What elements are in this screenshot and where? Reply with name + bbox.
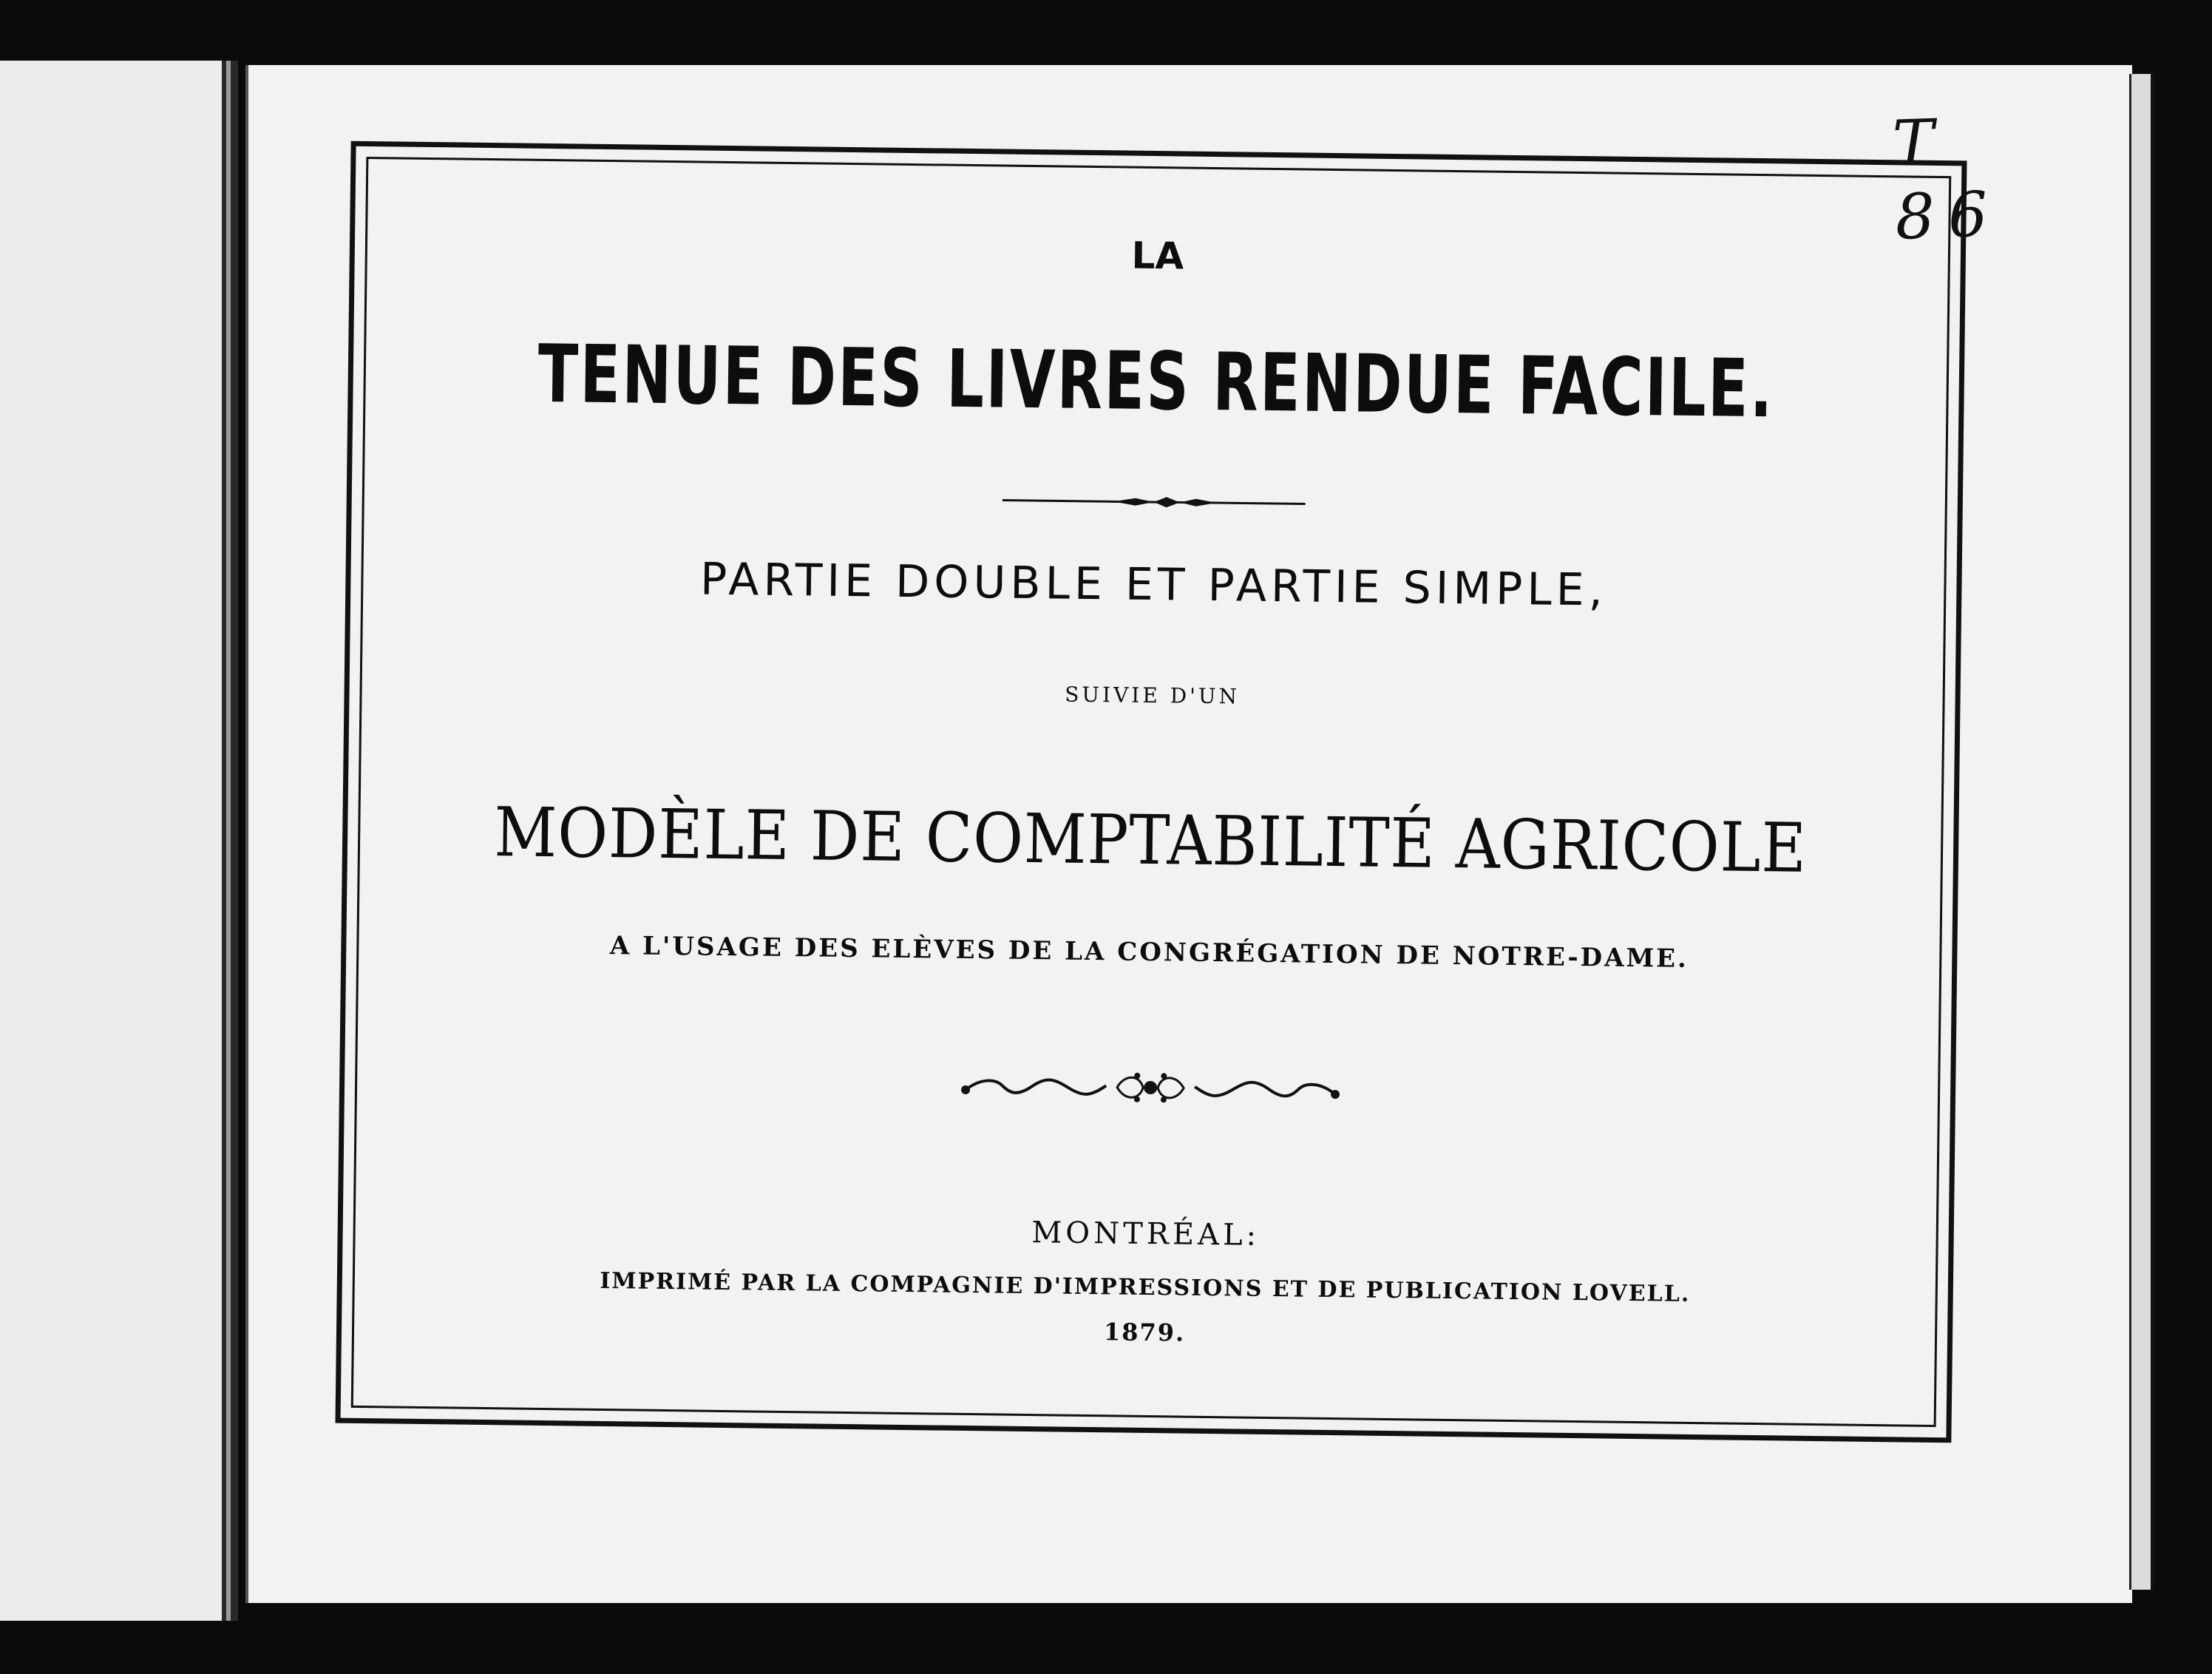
usage-line: A L'USAGE DES ELÈVES DE LA CONGRÉGATION DE NOTRE-DAME. [609, 931, 1689, 974]
book-title: TENUE DES LIVRES RENDUE FACILE. [537, 328, 1775, 436]
imprint-city: MONTRÉAL: [1031, 1216, 1261, 1253]
imprint-printer: IMPRIMÉ PAR LA COMPAGNIE D'IMPRESSIONS ET DE PUBLICATION LOVELL. [600, 1267, 1691, 1307]
title-article: LA [1131, 234, 1184, 278]
left-facing-page [0, 61, 238, 1621]
ornament-icon [958, 1063, 1343, 1112]
page-edge [2129, 74, 2154, 1590]
section-heading: MODÈLE DE COMPTABILITÉ AGRICOLE [493, 793, 1808, 888]
title-frame [335, 141, 1967, 1443]
imprint-year: 1879. [1103, 1318, 1186, 1347]
subtitle: PARTIE DOUBLE ET PARTIE SIMPLE, [699, 553, 1608, 617]
connector-text: SUIVIE D'UN [1065, 682, 1241, 709]
shelfmark-annotation: T 86 [1891, 105, 2003, 254]
